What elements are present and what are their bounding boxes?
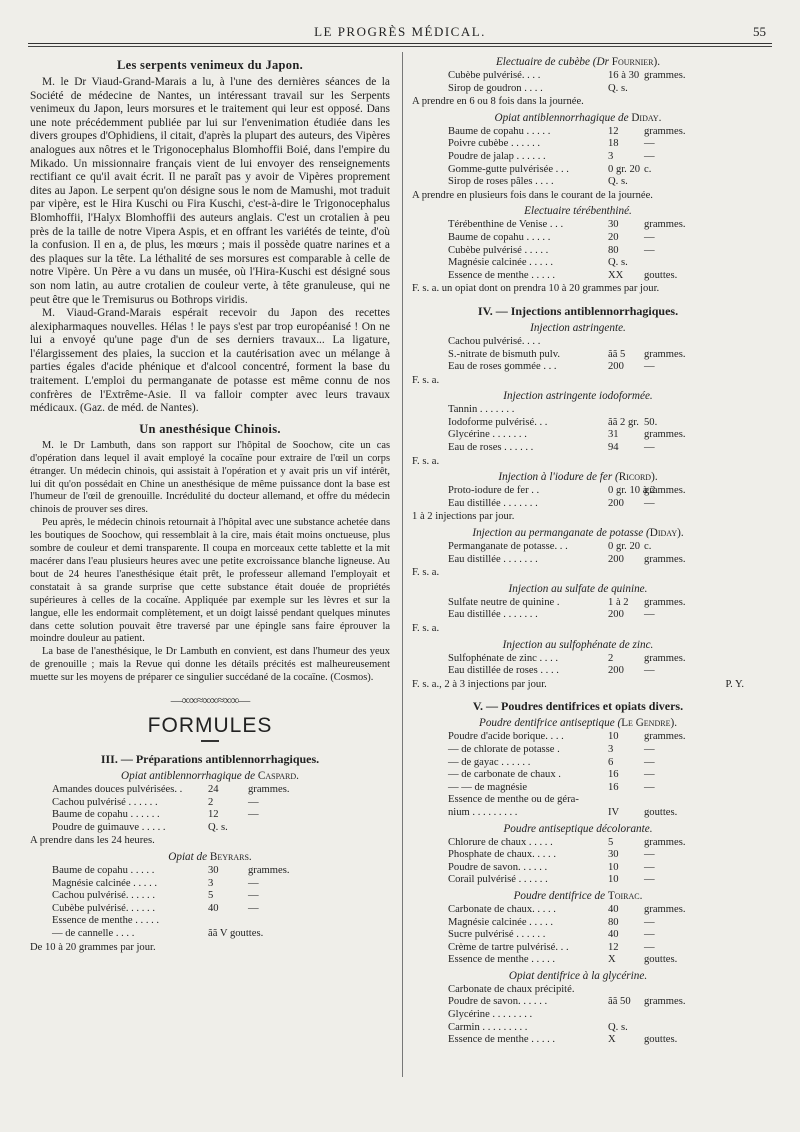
ingredient-name: Cachou pulvérisé. . . . . . xyxy=(52,890,155,902)
article-paragraph: M. le Dr Lambuth, dans son rapport sur l'hôpital de Soochow, cite un cas d'opération dans lequel il avait employé la cocaïne pour extraire de l'œil un corps étranger. Un médecin chinois, qui assistait à l'opération et y avait pris un vif intérêt, lui dit qu'on possédait en Chine un anesthésique de même puissance dont la base est l'humeur de l'œil de grenouille. Incrédulité du docteur allemand, et offre du médecin chinois de prouver ses dires. xyxy=(30,439,390,516)
recipe-note: A prendre en plusieurs fois dans le courant de la journée. xyxy=(412,189,653,201)
ingredient-quantity: X xyxy=(608,1034,616,1046)
ingredient-unit: grammes. xyxy=(644,553,686,565)
ingredient-quantity: X xyxy=(608,954,616,966)
ingredient-row xyxy=(30,784,390,797)
recipe-title: Opiat dentifrice à la glycérine. xyxy=(508,969,648,982)
ingredient-row xyxy=(30,890,390,903)
recipe-list xyxy=(412,731,744,819)
ingredient-row xyxy=(412,794,744,807)
ingredient-unit: — xyxy=(644,231,655,243)
ingredient-unit: grammes. xyxy=(644,348,686,360)
article-paragraph: Peu après, le médecin chinois retournait à l'hôpital avec une substance achetée dans les boutiques de Soochow, qui ressemblait à la cire, mais était moins onctueuse, plus sombre de couleur et demi transparente. Il coupa en morceaux cette tablette et la mit macérer dans l'eau plusieurs heures avec une petite excroissance blanche ligneuse. Au bout de 24 heures l'anesthésique était prêt, le professeur allemand l'employait et constatait à sa grande surprise que cette substance était douée de propriétés supérieures à celles de la cocaïne. Appliquée par exemple sur les lèvres et sur la langue, elle les endormait complètement, et un doigt laissé pendant quelques minutes dans cette solution pouvait être traversé par une épingle sans faire éprouver la moindre douleur au patient. xyxy=(30,517,390,645)
ingredient-unit: c. xyxy=(644,163,652,175)
ingredient-unit: 50. xyxy=(644,416,658,428)
ingredient-unit: gouttes. xyxy=(644,1034,678,1046)
ingredient-name: Eau distillée de roses . . . . xyxy=(448,665,559,677)
recipe-list xyxy=(412,984,744,1047)
ingredient-quantity: 1 à 2 xyxy=(608,596,629,608)
recipe-title: Injection à l'iodure de fer (Ricord). xyxy=(498,471,658,484)
ingredient-row xyxy=(412,954,744,967)
ingredient-name: — — de magnésie xyxy=(448,781,528,793)
journal-title: LE PROGRÈS MÉDICAL. xyxy=(314,24,486,39)
ingredient-name: Eau de roses . . . . . . xyxy=(448,442,534,454)
ingredient-name: Amandes douces pulvérisées. . xyxy=(52,784,183,796)
ingredient-row xyxy=(412,904,744,917)
heading-rule xyxy=(201,740,219,742)
ingredient-quantity: 18 xyxy=(608,138,619,150)
recipe-title: Injection astringente. xyxy=(530,321,626,334)
recipe-note: De 10 à 20 grammes par jour. xyxy=(30,941,156,953)
ingredient-quantity: 0 gr. 20 xyxy=(608,163,641,175)
section-title: III. — Préparations antiblennorrhagiques. xyxy=(100,752,320,767)
ingredient-name: Baume de copahu . . . . . xyxy=(448,125,551,137)
ingredient-unit: — xyxy=(644,781,655,793)
ingredient-row xyxy=(412,1034,744,1047)
ingredient-row xyxy=(412,849,744,862)
ingredient-name: Sucre pulvérisé . . . . . . xyxy=(448,929,546,941)
recipe-list xyxy=(412,404,744,454)
ingredient-quantity: 200 xyxy=(608,361,624,373)
ingredient-name: Poudre de jalap . . . . . . xyxy=(448,150,546,162)
ingredient-row xyxy=(412,176,744,189)
recipe-title: Opiat de Beyrars. xyxy=(168,851,252,864)
ingredient-row xyxy=(412,498,744,511)
recipe-title: Injection au permanganate de potasse (Diday). xyxy=(472,527,684,540)
ingredient-unit: grammes. xyxy=(644,836,686,848)
ingredient-unit: — xyxy=(248,890,259,902)
ingredient-row xyxy=(412,731,744,744)
ingredient-unit: — xyxy=(248,902,259,914)
ingredient-row xyxy=(30,865,390,878)
ingredient-quantity: 200 xyxy=(608,609,624,621)
recipe-note: F. s. a. xyxy=(412,455,440,467)
ingredient-quantity: Q. s. xyxy=(608,82,628,94)
ingredient-quantity: 24 xyxy=(208,784,219,796)
ingredient-name: Carbonate de chaux. . . . . xyxy=(448,903,556,915)
ingredient-name: Eau distillée . . . . . . . xyxy=(448,497,538,509)
ingredient-row xyxy=(412,807,744,820)
ingredient-row xyxy=(412,485,744,498)
left-column xyxy=(30,56,390,957)
ingredient-row xyxy=(412,232,744,245)
recipe-list xyxy=(412,653,744,678)
ingredient-name: Phosphate de chaux. . . . . xyxy=(448,849,556,861)
ingredient-name: Tannin . . . . . . . xyxy=(448,404,515,416)
recipe-note: F. s. a. un opiat dont on prendra 10 à 20 grammes par jour. xyxy=(412,283,660,295)
page-header xyxy=(28,24,772,42)
recipe-title: Poudre dentifrice antiseptique (Le Gendre). xyxy=(479,717,677,730)
recipe-title: Poudre dentifrice de Toirac. xyxy=(513,889,643,902)
ingredient-unit: gouttes. xyxy=(644,806,678,818)
recipe-list xyxy=(30,865,390,941)
ingredient-unit: — xyxy=(644,861,655,873)
ingredient-quantity: Q. s. xyxy=(608,176,628,188)
ingredient-quantity: IV xyxy=(608,806,620,818)
ingredient-unit: — xyxy=(248,809,259,821)
ingredient-row xyxy=(412,862,744,875)
ingredient-row xyxy=(412,917,744,930)
ingredient-unit: grammes. xyxy=(644,652,686,664)
article-paragraph: M. le Dr Viaud-Grand-Marais a lu, à l'une des dernières séances de la Société de médecine de Nantes, un intéressant travail sur les Serpents venimeux du Japon, leurs morsures et le traitement qui leur est opposé. Dans une note précédemment publiée par lui sur l'envenimation étudiée dans les divers groupes d'Ophidiens, il citait, d'après la plupart des auteurs, des Vipères analogues aux nôtres et le Trigonocephalus Blomhoffii Boié, dans l'empire du Mikado. Un missionnaire français vient de lui envoyer des renseignements rectifiant ce qu'il avait écrit. Il ne paraît pas y avoir de Vipères proprement dites au Japon. Le serpent qu'on désigne sous le nom de Mamushi, mot traduit par vipère, est le Hira Kuschi ou Fira Kuschi, c'est-à-dire le Trigonocephalus Blomhoffii, l'Halyx Blomhoffii des auteurs anglais. C'est un crotalien à peu près de la taille de notre Vipera Aspis, et en offrant les variétés de teinte, d'où la confusion. Il en a, de plus, les mœurs ; mais il possède quatre narines et a des plaques sur la tête. La léthalité de ses morsures est comparable à celle de notre Vipère. Un Père a vu dans un musée, où l'Hira-Kuschi est désigné sous son nom latin, au autre crotalien de couleur verte, à tête granuleuse, qui ne peut être que le Tremisurus ou Bothrops viridis. xyxy=(30,76,390,306)
recipe-list xyxy=(412,541,744,566)
recipe-title: Injection au sulfophénate de zinc. xyxy=(502,638,654,651)
ingredient-row xyxy=(412,442,744,455)
section-title: V. — Poudres dentifrices et opiats divers. xyxy=(472,699,684,714)
ingredient-row xyxy=(412,245,744,258)
ingredient-name: Poudre de savon. . . . . . xyxy=(448,861,548,873)
ingredient-name: Magnésie calcinée . . . . . xyxy=(52,877,158,889)
ingredient-name: — de chlorate de potasse . xyxy=(448,743,560,755)
ingredient-quantity: 30 xyxy=(608,849,619,861)
recipe-note: F. s. a. xyxy=(412,567,440,579)
ingredient-name: Gomme-gutte pulvérisée . . . xyxy=(448,163,569,175)
ingredient-unit: c. xyxy=(644,541,652,553)
ingredient-quantity: 12 xyxy=(208,809,219,821)
recipe-list xyxy=(30,784,390,834)
ingredient-quantity: 200 xyxy=(608,665,624,677)
ingredient-name: Cubèbe pulvérisé. . . . . . xyxy=(52,902,155,914)
ingredient-row xyxy=(30,822,390,835)
ingredient-unit: gouttes. xyxy=(644,269,678,281)
ingredient-row xyxy=(412,349,744,362)
ingredient-row xyxy=(412,270,744,283)
right-column xyxy=(412,56,744,1047)
ingredient-name: Cachou pulvérisé. . . . xyxy=(448,335,541,347)
ingredient-name: Poudre de guimauve . . . . . xyxy=(52,821,166,833)
recipe-note: F. s. a. xyxy=(412,374,440,386)
article-paragraph: La base de l'anesthésique, le Dr Lambuth en convient, est dans l'humeur des yeux de grenouille ; mais la Revue qui donne les détails précités est malheureusement muette sur les moyens de préparer ce singulier succédané de la cocaïne. (Cosmos). xyxy=(30,646,390,684)
ingredient-name: — de carbonate de chaux . xyxy=(448,769,561,781)
ingredient-row xyxy=(412,996,744,1009)
header-rule-thin xyxy=(28,46,772,47)
ingredient-unit: — xyxy=(644,244,655,256)
ingredient-row xyxy=(412,404,744,417)
ingredient-row xyxy=(30,809,390,822)
ingredient-row xyxy=(412,744,744,757)
ingredient-unit: grammes. xyxy=(644,70,686,81)
ingredient-unit: — xyxy=(644,929,655,941)
recipe-title: Electuaire térébenthiné. xyxy=(524,205,632,218)
ingredient-name: — de gayac . . . . . . xyxy=(448,756,531,768)
ingredient-quantity: 16 xyxy=(608,781,619,793)
ingredient-name: Poudre de savon. . . . . . xyxy=(448,996,548,1008)
ingredient-name: Sulfate neutre de quinine . xyxy=(448,596,560,608)
ingredient-row xyxy=(412,769,744,782)
ingredient-name: Sirop de roses pâles . . . . xyxy=(448,176,554,188)
ingredient-unit: — xyxy=(644,743,655,755)
ingredient-unit: — xyxy=(644,150,655,162)
recipe-list xyxy=(412,485,744,510)
ingredient-unit: — xyxy=(644,874,655,886)
ingredient-unit: — xyxy=(248,796,259,808)
ingredient-quantity: 80 xyxy=(608,244,619,256)
ingredient-name: Sirop de goudron . . . . xyxy=(448,82,543,94)
recipe-title: Injection au sulfate de quinine. xyxy=(508,582,648,595)
ingredient-unit: grammes. xyxy=(248,865,290,877)
ingredient-row xyxy=(412,554,744,567)
ingredient-name: Cachou pulvérisé . . . . . . xyxy=(52,796,158,808)
ingredient-row xyxy=(412,151,744,164)
ingredient-quantity: 20 xyxy=(608,231,619,243)
ingredient-name: Carmin . . . . . . . . . xyxy=(448,1021,528,1033)
ingredient-row xyxy=(30,878,390,891)
recipe-note: F. s. a., 2 à 3 injections par jour. P. Y. xyxy=(412,678,744,690)
ingredient-row xyxy=(412,782,744,795)
recipe-list xyxy=(412,219,744,282)
ingredient-quantity: Q. s. xyxy=(608,1021,628,1033)
ingredient-name: nium . . . . . . . . . xyxy=(448,806,518,818)
ingredient-name: Eau de roses gommée . . . xyxy=(448,361,557,373)
ingredient-unit: — xyxy=(248,877,259,889)
ingredient-row xyxy=(412,417,744,430)
recipe-title: Opiat antiblennorrhagique de Diday. xyxy=(494,111,662,124)
ingredient-name: Glycérine . . . . . . . xyxy=(448,429,527,441)
article-title-serpents: Les serpents venimeux du Japon. xyxy=(116,58,304,72)
ingredient-name: Baume de copahu . . . . . xyxy=(52,865,155,877)
recipe-list xyxy=(412,597,744,622)
ingredient-name: Magnésie calcinée . . . . . xyxy=(448,257,554,269)
ingredient-quantity: 200 xyxy=(608,497,624,509)
ingredient-name: Crème de tartre pulvérisé. . . xyxy=(448,941,569,953)
ingredient-unit: grammes. xyxy=(644,596,686,608)
ingredient-quantity: 3 xyxy=(608,743,614,755)
ornament-divider: —∞∞≈∞∞≈∞∞— xyxy=(170,693,250,708)
ingredient-quantity: 5 xyxy=(208,890,214,902)
ingredient-quantity: 3 xyxy=(608,150,614,162)
recipe-list xyxy=(412,70,744,95)
recipe-note: A prendre dans les 24 heures. xyxy=(30,835,155,847)
ingredient-quantity: 31 xyxy=(608,429,619,441)
ingredient-name: Essence de menthe . . . . . xyxy=(448,1034,556,1046)
section-heading-formules: FORMULES xyxy=(147,714,273,738)
ingredient-unit: — xyxy=(644,756,655,768)
ingredient-quantity: 12 xyxy=(608,125,619,137)
ingredient-row xyxy=(412,1009,744,1022)
page-number: 55 xyxy=(753,24,766,39)
ingredient-unit: gouttes. xyxy=(644,954,678,966)
ingredient-unit: — xyxy=(644,769,655,781)
ingredient-quantity: 2 xyxy=(208,796,214,808)
ingredient-name: Térébenthine de Venise . . . xyxy=(448,219,564,231)
ingredient-name: Corail pulvérisé . . . . . . xyxy=(448,874,548,886)
ingredient-name: — de cannelle . . . . xyxy=(52,928,135,939)
ingredient-row xyxy=(412,336,744,349)
ingredient-unit: — xyxy=(644,941,655,953)
recipe-note: F. s. a. xyxy=(412,623,440,634)
recipe-title: Electuaire de cubèbe (Dr Fournier). xyxy=(495,56,661,68)
ingredient-quantity: 2 xyxy=(608,652,614,664)
ingredient-name: Glycérine . . . . . . . . xyxy=(448,1009,533,1021)
ingredient-quantity: 6 xyxy=(608,756,614,768)
ingredient-quantity: ãã V gouttes. xyxy=(208,928,264,939)
article-paragraph: M. Viaud-Grand-Marais espérait recevoir du Japon des recettes alexipharmaques nouvelles. Hélas ! le pays s'est par trop européanisé ! On ne lui a envoyé qu'une page d'un de ses derniers travaux... La ligature, l'élargissement des plaies, la succion et la cautérisation avec un mélange à parties égales d'acide phénique et d'alcool concentré, forment la base du traitement. L'emploi du permanganate de potasse est même connu de nos confrères de l'Extrême-Asie. Il va falloir compter avec leurs travaux médicaux. (Gaz. de méd. de Nantes). xyxy=(30,307,390,415)
ingredient-quantity: 40 xyxy=(208,902,219,914)
ingredient-unit: grammes. xyxy=(644,903,686,915)
ingredient-quantity: 12 xyxy=(608,941,619,953)
ingredient-unit: grammes. xyxy=(644,125,686,137)
ingredient-name: Iodoforme pulvérisé. . . xyxy=(448,416,548,428)
ingredient-unit: — xyxy=(644,849,655,861)
ingredient-name: Essence de menthe . . . . . xyxy=(448,954,556,966)
ingredient-quantity: ãã 50 xyxy=(608,996,631,1008)
ingredient-name: Sulfophénate de zinc . . . . xyxy=(448,652,559,664)
ingredient-row xyxy=(30,903,390,916)
ingredient-unit: — xyxy=(644,138,655,150)
ingredient-unit: grammes. xyxy=(644,485,686,497)
ingredient-quantity: 40 xyxy=(608,929,619,941)
ingredient-row xyxy=(412,984,744,997)
ingredient-unit: — xyxy=(644,497,655,509)
ingredient-name: Chlorure de chaux . . . . . xyxy=(448,836,553,848)
ingredient-quantity: 0 gr. 20 xyxy=(608,541,641,553)
header-rule xyxy=(28,43,772,44)
ingredient-row xyxy=(30,797,390,810)
ingredient-unit: grammes. xyxy=(248,784,290,796)
recipe-list xyxy=(412,837,744,887)
ingredient-quantity: 0 gr. 10 à 2 xyxy=(608,485,656,497)
article-title-anesthesique: Un anesthésique Chinois. xyxy=(139,421,281,436)
ingredient-row xyxy=(412,665,744,678)
ingredient-name: Baume de copahu . . . . . xyxy=(448,231,551,243)
ingredient-row xyxy=(412,653,744,666)
ingredient-row xyxy=(412,83,744,96)
ingredient-unit: grammes. xyxy=(644,429,686,441)
ingredient-name: Proto-iodure de fer . . xyxy=(448,485,540,497)
ingredient-row xyxy=(412,164,744,177)
ingredient-unit: grammes. xyxy=(644,731,686,743)
ingredient-name: Poivre cubèbe . . . . . . xyxy=(448,138,541,150)
ingredient-row xyxy=(412,757,744,770)
author-signature: P. Y. xyxy=(725,678,744,690)
ingredient-row xyxy=(30,915,390,928)
ingredient-quantity: 40 xyxy=(608,903,619,915)
ingredient-row xyxy=(412,837,744,850)
ingredient-row xyxy=(412,361,744,374)
ingredient-name: Baume de copahu . . . . . . xyxy=(52,809,160,821)
ingredient-unit: — xyxy=(644,916,655,928)
ingredient-quantity: 30 xyxy=(208,865,219,877)
ingredient-name: Cubèbe pulvérisé . . . . . xyxy=(448,244,549,256)
ingredient-row xyxy=(412,874,744,887)
column-divider xyxy=(402,52,403,1077)
ingredient-row xyxy=(412,541,744,554)
recipe-title: Poudre antiseptique décolorante. xyxy=(503,822,653,835)
recipe-list xyxy=(412,126,744,189)
recipe-list xyxy=(412,336,744,374)
ingredient-quantity: 80 xyxy=(608,916,619,928)
ingredient-quantity: ãã 5 xyxy=(608,348,626,360)
ingredient-row xyxy=(412,70,744,83)
recipe-title: Opiat antiblennorrhagique de Caspard. xyxy=(121,770,299,783)
ingredient-quantity: 94 xyxy=(608,442,619,454)
ingredient-name: Cubèbe pulvérisé. . . . xyxy=(448,70,541,81)
ingredient-quantity: Q. s. xyxy=(608,257,628,269)
ingredient-name: Carbonate de chaux précipité. xyxy=(448,983,575,995)
ingredient-unit: — xyxy=(644,665,655,677)
ingredient-row xyxy=(412,597,744,610)
ingredient-quantity: 16 à 30 xyxy=(608,70,640,81)
ingredient-row xyxy=(30,928,390,941)
ingredient-name: Essence de menthe . . . . . xyxy=(448,269,556,281)
ingredient-unit: grammes. xyxy=(644,219,686,231)
ingredient-row xyxy=(412,1022,744,1035)
ingredient-name: S.-nitrate de bismuth pulv. xyxy=(448,348,561,360)
recipe-title: Injection astringente iodoformée. xyxy=(503,390,653,403)
ingredient-quantity: 3 xyxy=(208,877,214,889)
ingredient-name: Eau distillée . . . . . . . xyxy=(448,609,538,621)
ingredient-quantity: 5 xyxy=(608,836,614,848)
ingredient-quantity: XX xyxy=(608,269,624,281)
ingredient-name: Essence de menthe . . . . . xyxy=(52,915,160,927)
recipe-note: A prendre en 6 ou 8 fois dans la journée. xyxy=(412,96,584,108)
ingredient-unit: — xyxy=(644,442,655,454)
ingredient-row xyxy=(412,929,744,942)
ingredient-unit: — xyxy=(644,609,655,621)
ingredient-quantity: Q. s. xyxy=(208,821,228,833)
ingredient-quantity: 30 xyxy=(608,219,619,231)
ingredient-quantity: 16 xyxy=(608,769,619,781)
ingredient-name: Essence de menthe ou de géra- xyxy=(448,794,579,806)
ingredient-quantity: 10 xyxy=(608,861,619,873)
ingredient-row xyxy=(412,126,744,139)
ingredient-row xyxy=(412,942,744,955)
ingredient-quantity: 10 xyxy=(608,731,619,743)
section-title: IV. — Injections antiblennorrhagiques. xyxy=(477,303,679,318)
ingredient-row xyxy=(412,429,744,442)
ingredient-row xyxy=(412,219,744,232)
ingredient-unit: — xyxy=(644,361,655,373)
ingredient-quantity: ãã 2 gr. xyxy=(608,416,639,428)
recipe-list xyxy=(412,904,744,967)
ingredient-unit: grammes. xyxy=(644,996,686,1008)
ingredient-name: Magnésie calcinée . . . . . xyxy=(448,916,554,928)
ingredient-quantity: 200 xyxy=(608,553,624,565)
ingredient-quantity: 10 xyxy=(608,874,619,886)
recipe-note: 1 à 2 injections par jour. xyxy=(412,511,515,523)
ingredient-name: Eau distillée . . . . . . . xyxy=(448,553,538,565)
ingredient-name: Permanganate de potasse. . . xyxy=(448,541,568,553)
ingredient-row xyxy=(412,609,744,622)
ingredient-name: Poudre d'acide borique. . . . xyxy=(448,731,564,743)
ingredient-row xyxy=(412,257,744,270)
ingredient-row xyxy=(412,138,744,151)
